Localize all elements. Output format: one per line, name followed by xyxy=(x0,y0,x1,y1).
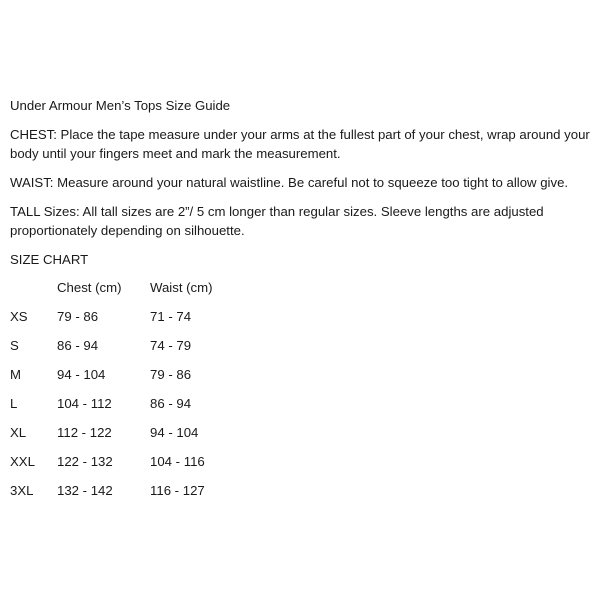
chest-cell: 122 - 132 xyxy=(57,454,113,469)
chest-column-header: Chest (cm) xyxy=(57,280,122,295)
chest-cell: 79 - 86 xyxy=(57,309,99,324)
waist-cell: 71 - 74 xyxy=(150,309,192,324)
table-row xyxy=(10,336,270,365)
table-header-row xyxy=(10,278,270,307)
chest-cell: 94 - 104 xyxy=(57,367,106,382)
waist-cell: 94 - 104 xyxy=(150,425,199,440)
size-chart-heading: SIZE CHART xyxy=(10,252,89,267)
table-row xyxy=(10,394,270,423)
table-row xyxy=(10,481,270,510)
table-row xyxy=(10,452,270,481)
chest-cell: 86 - 94 xyxy=(57,338,99,353)
waist-cell: 86 - 94 xyxy=(150,396,192,411)
chest-cell: 112 - 122 xyxy=(57,425,112,440)
size-chart-table xyxy=(10,278,270,510)
waist-cell: 104 - 116 xyxy=(150,454,205,469)
size-cell: L xyxy=(10,396,18,411)
table-row xyxy=(10,365,270,394)
size-cell: XS xyxy=(10,309,28,324)
waist-cell: 79 - 86 xyxy=(150,367,192,382)
chest-instructions: CHEST: Place the tape measure under your arms at the fullest part of your chest, wrap around your body until your fingers meet and mark the measurement. xyxy=(10,127,590,161)
waist-column-header: Waist (cm) xyxy=(150,280,213,295)
size-guide-document xyxy=(10,96,592,510)
chest-cell: 104 - 112 xyxy=(57,396,112,411)
page-title: Under Armour Men’s Tops Size Guide xyxy=(10,98,231,113)
table-row xyxy=(10,307,270,336)
size-cell: M xyxy=(10,367,21,382)
table-row xyxy=(10,423,270,452)
tall-sizes-note: TALL Sizes: All tall sizes are 2”/ 5 cm longer than regular sizes. Sleeve lengths are adjusted proportionately depending on silhouette. xyxy=(10,204,544,238)
waist-cell: 74 - 79 xyxy=(150,338,192,353)
size-cell: 3XL xyxy=(10,483,34,498)
size-column-header xyxy=(10,278,57,307)
size-cell: XL xyxy=(10,425,27,440)
size-cell: S xyxy=(10,338,19,353)
size-cell: XXL xyxy=(10,454,35,469)
waist-cell: 116 - 127 xyxy=(150,483,205,498)
waist-instructions: WAIST: Measure around your natural waistline. Be careful not to squeeze too tight to allow give. xyxy=(10,175,569,190)
chest-cell: 132 - 142 xyxy=(57,483,113,498)
